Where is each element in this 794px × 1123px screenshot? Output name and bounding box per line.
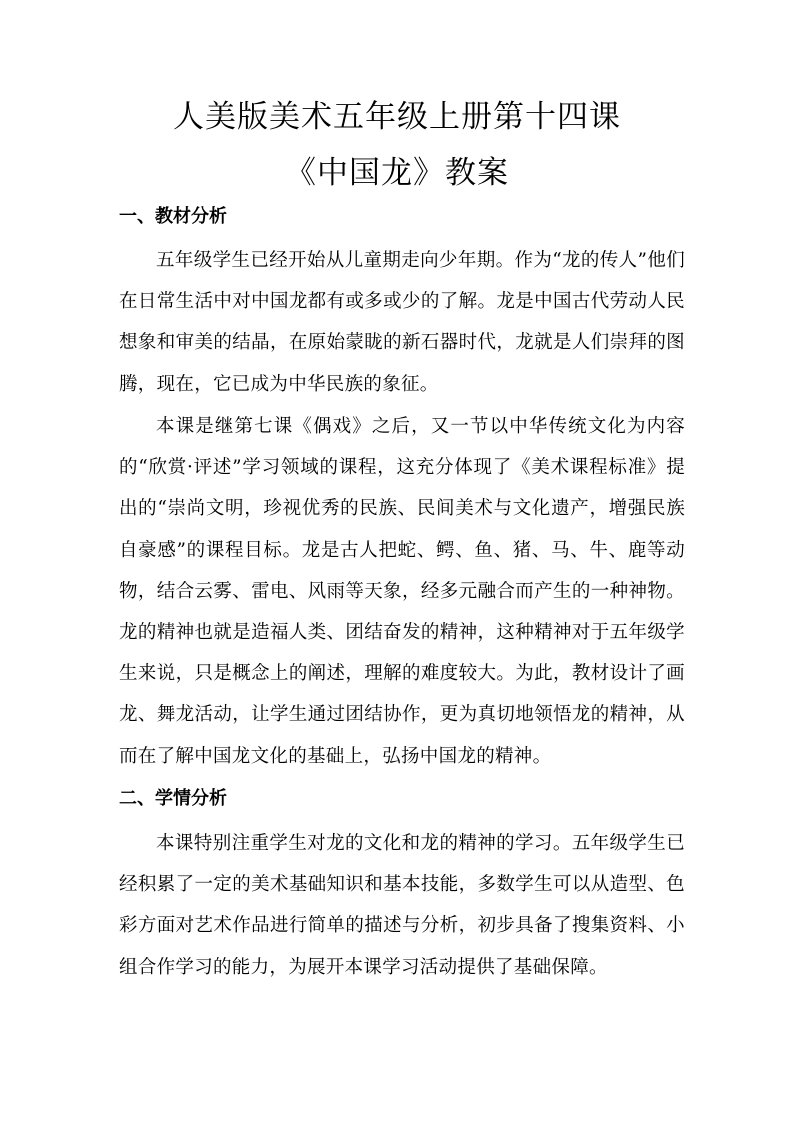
- document-title-line-2: 《中国龙》教案: [285, 155, 509, 191]
- document-title-line-1: 人美版美术五年级上册第十四课: [173, 99, 621, 135]
- section-heading-textbook-analysis: 一、教材分析: [119, 206, 227, 227]
- paragraph-student-analysis-1: 本课特别注重学生对龙的文化和龙的精神的学习。五年级学生已经积累了一定的美术基础知识和基本技能，多数学生可以从造型、色彩方面对艺术作品进行简单的描述与分析，初步具备了搜集资料、小组合作学习的能力，为展开本课学习活动提供了基础保障。: [119, 833, 685, 978]
- paragraph-textbook-analysis-2: 本课是继第七课《偶戏》之后，又一节以中华传统文化为内容的“欣赏·评述”学习领域的课程，这充分体现了《美术课程标准》提出的“崇尚文明，珍视优秀的民族、民间美术与文化遗产，增强民族自豪感”的课程目标。龙是古人把蛇、鳄、鱼、猪、马、牛、鹿等动物，结合云雾、雷电、风雨等天象，经多元融合而产生的一种神物。龙的精神也就是造福人类、团结奋发的精神，这种精神对于五年级学生来说，只是概念上的阐述，理解的难度较大。为此，教材设计了画龙、舞龙活动，让学生通过团结协作，更为真切地领悟龙的精神，从而在了解中国龙文化的基础上，弘扬中国龙的精神。: [119, 416, 685, 767]
- paragraph-textbook-analysis-1: 五年级学生已经开始从儿童期走向少年期。作为“龙的传人”他们在日常生活中对中国龙都有或多或少的了解。龙是中国古代劳动人民想象和审美的结晶，在原始蒙眬的新石器时代，龙就是人们崇拜的图腾，现在，它已成为中华民族的象征。: [119, 250, 685, 395]
- section-heading-student-analysis: 二、学情分析: [119, 788, 227, 809]
